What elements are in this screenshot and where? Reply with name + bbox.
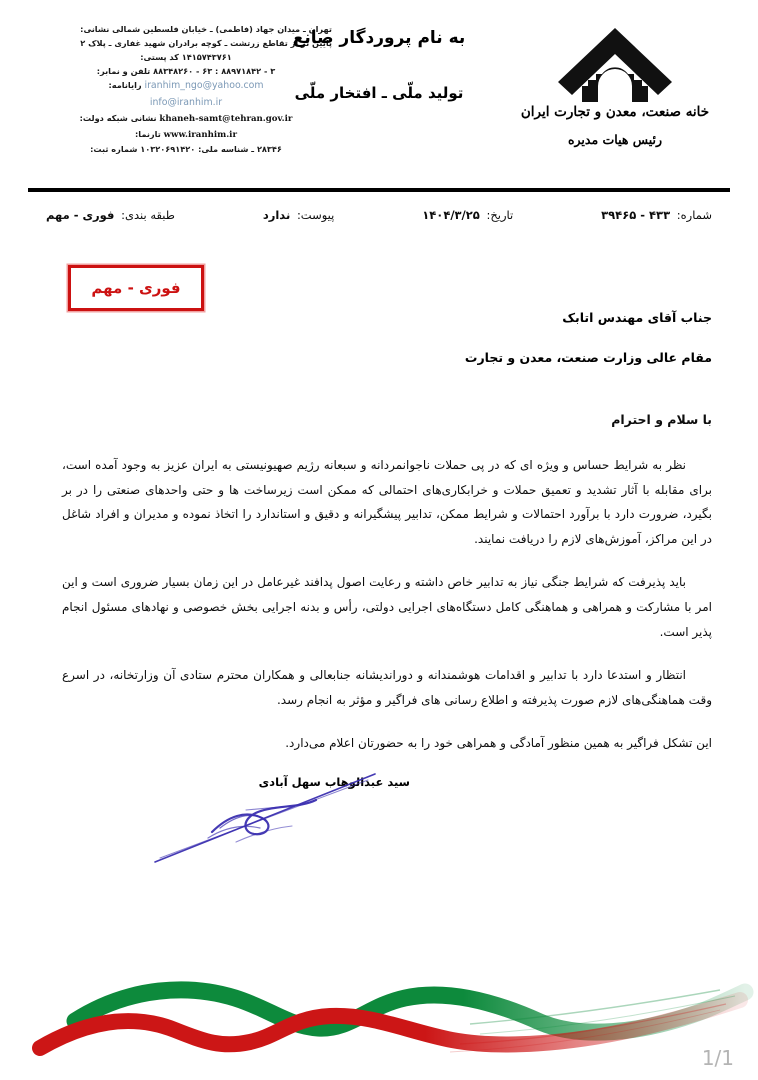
contact-website-value[interactable]: www.iranhim.ir <box>163 129 237 140</box>
house-arch-logo-icon <box>552 24 678 102</box>
urgent-stamp-text: فوری - مهم <box>91 279 181 297</box>
meta-number-value: ۴۳۳ - ۳۹۴۶۵ <box>601 208 671 222</box>
letterhead <box>0 0 758 178</box>
body-paragraph-4: این تشکل فراگیر به همین منظور آمادگی و همراهی خود را به حضورتان اعلام می‌دارد. <box>285 736 712 751</box>
contact-email-1-label: رایانامه: <box>108 80 142 91</box>
page-indicator: 1/1 <box>701 1046 734 1070</box>
contact-gov-network-label: نشانی شبکه دولت: <box>79 112 157 123</box>
flag-ribbon-decoration <box>0 976 758 1066</box>
urgent-stamp <box>68 265 204 311</box>
contact-line-gov-network[interactable] <box>40 111 332 127</box>
contact-email-2-value[interactable]: info@iranhim.ir <box>149 96 223 108</box>
body-paragraph-3: انتظار و استدعا دارد با تدابیر و اقدامات هوشمندانه و دوراندیشانه جنابعالی و همکاران محترم ستادی آن وزارتخانه، در اسرع وقت هماهنگی‌های لازم صورت پذیرفته و اطلاع رسانی های فراگیر و مؤثر به انجام رسد. <box>62 668 712 707</box>
invocation-text: به نام پروردگار صانع <box>292 28 466 48</box>
meta-attachment <box>263 208 335 222</box>
signatory-name: سید عبدالوهاب سهل آبادی <box>258 775 410 789</box>
slogan-text: تولید ملّی ـ افتخار ملّی <box>294 84 464 102</box>
addressee-title: مقام عالی وزارت صنعت، معدن و تجارت <box>464 350 712 365</box>
meta-attachment-value: ندارد <box>262 208 291 222</box>
meta-date <box>422 208 513 222</box>
body-paragraph-2: باید پذیرفت که شرایط جنگی نیاز به تدابیر خاص داشته و رعایت اصول پدافند غیرعامل در این زمان بسیار ضروری است و این امر با مشارکت و همراهی و هماهنگی کامل دستگاه‌های اجرایی دولتی، رأس و بدنه اجرایی بخش خصوصی و نهادهای مسئول انجام پذیر است. <box>62 575 712 639</box>
meta-number-label: شماره: <box>676 208 712 222</box>
meta-classification-label: طبقه بندی: <box>121 208 175 222</box>
meta-attachment-label: پیوست: <box>296 208 335 222</box>
signature-block <box>150 770 410 880</box>
contact-postal-value: ۱۴۱۵۷۴۳۷۶۱ <box>181 52 232 63</box>
letter-body <box>62 412 712 775</box>
meta-date-value: ۱۴۰۴/۳/۲۵ <box>422 208 480 222</box>
meta-number <box>601 208 712 222</box>
contact-registration-label: شماره ثبت: <box>90 144 138 155</box>
contact-phone-value: ۳ - ۸۸۹۷۱۸۴۲ : ۶۳ - ۸۸۳۴۸۲۶۰ <box>153 66 276 77</box>
addressee-block <box>292 310 712 365</box>
organization-role: رئیس هیات مدیره <box>567 132 663 147</box>
meta-date-label: تاریخ: <box>486 208 514 222</box>
contact-line-website[interactable] <box>40 127 332 143</box>
contact-address-1-value: تهران ـ میدان جهاد (فاطمی) ـ خیابان فلسطین شمالی <box>112 24 332 34</box>
header-divider <box>28 188 730 192</box>
letter-meta-row <box>46 208 712 222</box>
organization-name: خانه صنعت، معدن و تجارت ایران <box>520 104 710 120</box>
contact-phone-label: تلفن و نمابر: <box>96 66 151 77</box>
contact-email-1-value[interactable]: iranhim_ngo@yahoo.com <box>144 80 264 92</box>
contact-address-2-value: پایین تر از تقاطع زرتشت ـ کوچه برادران شهید غفاری ـ پلاک ۲ <box>80 38 332 49</box>
salutation: با سلام و احترام <box>611 412 712 427</box>
contact-website-label: تارنما: <box>135 128 161 139</box>
contact-gov-network-value[interactable]: khaneh-samt@tehran.gov.ir <box>159 113 293 124</box>
contact-address-1-label: نشانی: <box>80 24 110 34</box>
invocation-block <box>259 28 499 102</box>
meta-classification-value: فوری - مهم <box>46 208 115 222</box>
addressee-name: جناب آقای مهندس اتابک <box>562 310 712 325</box>
organization-logo-block <box>510 24 720 147</box>
meta-classification <box>46 208 175 222</box>
handwritten-signature-icon <box>150 770 410 870</box>
contact-line-registration <box>40 142 332 156</box>
contact-postal-label: کد پستی: <box>140 52 179 63</box>
contact-registration-value: ۲۸۳۴۶ ـ شناسه ملی: ۱۰۳۲۰۶۹۱۴۲۰ <box>140 144 282 155</box>
body-paragraph-1: نظر به شرایط حساس و ویژه ای که در پی حملات ناجوانمردانه و سبعانه رژیم صهیونیستی به ایران عزیز به وجود آمده است، برای مقابله با آثار تشدید و تعمیق حملات و خرابکاری‌های احتمالی که ممکن است زیرساخت ها و حتی واحدهای صنعتی را در بر بگیرد، ضرورت دارد با برآورد احتمالات و شرایط ممکن، تدابیر پیشگیرانه و دقیق و استاندارد را اتخاذ نموده و مدیران و افراد شاغل در این مراکز، آموزش‌های لازم را دریافت نمایند. <box>62 458 712 546</box>
